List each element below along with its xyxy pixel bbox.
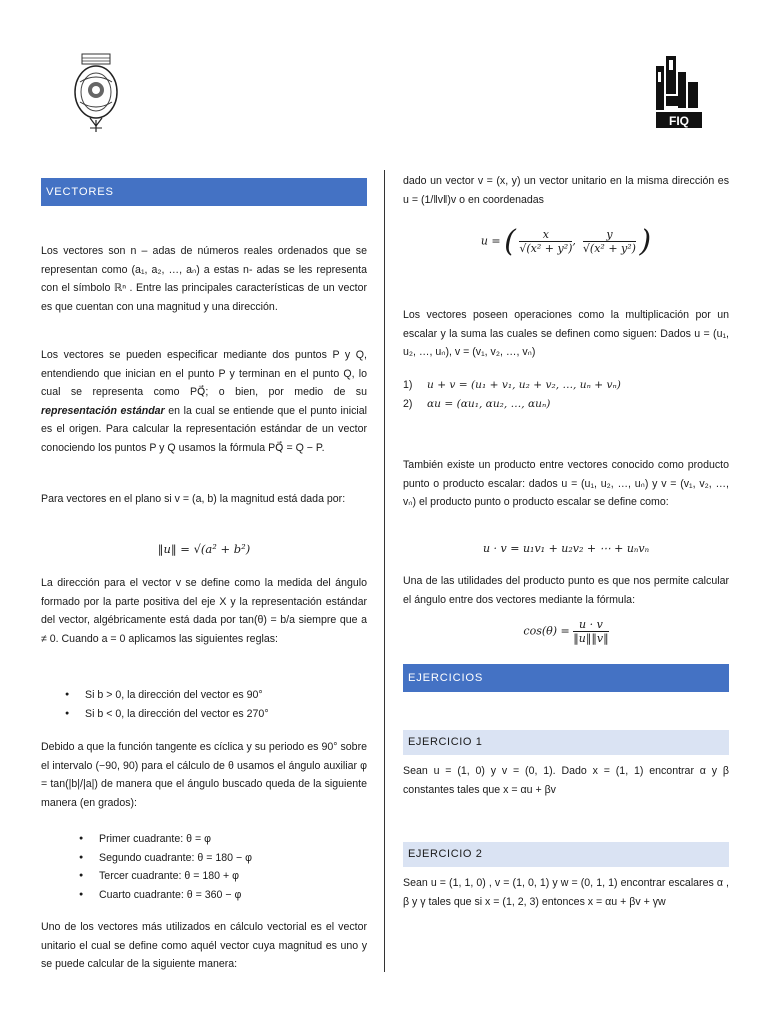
- list-operations: [403, 376, 729, 413]
- fiq-logo: [652, 52, 706, 132]
- op-number: 1): [403, 379, 413, 391]
- list-item: ● Si b < 0, la dirección del vector es 270°: [85, 705, 367, 724]
- text-standard-rep-a: Los vectores se pueden especificar mediante dos puntos P y Q, entendiendo que inician en el punto P y terminan en el punto Q, lo cual se representa como PQ⃗; o bien, por medio de su: [41, 349, 367, 399]
- paragraph-operations: Los vectores poseen operaciones como la multiplicación por un escalar y la suma las cuales se definen como siguen: Dados u = (u₁, u₂, …, uₙ), v = (v₁, v₂, …, vₙ): [403, 309, 729, 359]
- list-item: ● Si b > 0, la dirección del vector es 90°: [85, 686, 367, 705]
- list-direction-rules: [41, 686, 367, 723]
- paragraph-magnitude: Para vectores en el plano si v = (a, b) la magnitud está dada por:: [41, 493, 346, 505]
- text-standard-rep-b: en la cual se entiende que el punto inicial es el origen. Para calcular la representación estándar de un vector conociendo los puntos P y Q usamos la fórmula PQ⃗ = Q − P.: [41, 404, 367, 454]
- paragraph-unit-vector: Uno de los vectores más utilizados en cálculo vectorial es el vector unitario el cual se define como aquél vector cuya magnitud es uno y se puede calcular de la siguiente manera:: [41, 921, 367, 971]
- fiq-logo-text: FIQ: [669, 114, 689, 128]
- eq-cos-den: ‖u‖‖v‖: [573, 632, 609, 645]
- left-column: [41, 178, 367, 978]
- column-divider: [384, 170, 385, 972]
- right-column: [403, 170, 729, 970]
- list-item: ● Primer cuadrante: θ = φ: [99, 830, 367, 849]
- paragraph-direction: La dirección para el vector v se define como la medida del ángulo formado por la parte positiva del eje X y la representación estándar del vector, algébricamente está dada por tan(θ) = b/a siempre que a ≠ 0. Cuando a = 0 aplicamos las siguientes reglas:: [41, 577, 367, 645]
- section-header-vectores: VECTORES: [41, 178, 367, 206]
- eq-unit-num1: x: [519, 228, 572, 242]
- exercise-1-text: Sean u = (1, 0) y v = (0, 1). Dado x = (1, 1) encontrar α y β constantes tales que x = αu + βv: [403, 765, 729, 796]
- eq-unit-num2: y: [583, 228, 636, 242]
- paragraph-standard-representation: [41, 346, 367, 458]
- list-item: ● Cuarto cuadrante: θ = 360 − φ: [99, 886, 367, 905]
- paragraph-vectors-definition: Los vectores son n – adas de números reales ordenados que se representan como (a₁, a₂, …, aₙ) a estas n- adas se les representa con el símbolo ℝⁿ . Entre las principales características de un vector es que cuentan con una magnitud y una dirección.: [41, 245, 367, 313]
- equation-magnitude: ‖u‖ = √(a² + b²): [157, 542, 251, 556]
- equation-cosine: [403, 618, 729, 645]
- list-item: [403, 376, 729, 395]
- list-item: ● Tercer cuadrante: θ = 180 + φ: [99, 867, 367, 886]
- op-number: 2): [403, 397, 413, 410]
- op-text: αu = (αu₁, αu₂, …, αuₙ): [427, 397, 551, 410]
- paragraph-angle-formula: Una de las utilidades del producto punto es que nos permite calcular el ángulo entre dos vectores mediante la fórmula:: [403, 575, 729, 606]
- text-standard-rep-bold: representación estándar: [41, 404, 165, 417]
- paragraph-unit-vector-cont: dado un vector v = (x, y) un vector unitario en la misma dirección es u = (1/‖v‖)v o en coordenadas: [403, 175, 729, 206]
- exercise-2-text: Sean u = (1, 1, 0) , v = (1, 0, 1) y w = (0, 1, 1) encontrar escalares α , β y γ tales que si x = (1, 2, 3) entonces x = αu + βv + γw: [403, 877, 729, 908]
- equation-dot-product: u · v = u₁v₁ + u₂v₂ + ⋯ + uₙvₙ: [482, 542, 650, 555]
- list-item: ● Segundo cuadrante: θ = 180 − φ: [99, 849, 367, 868]
- op-text: u + v = (u₁ + v₁, u₂ + v₂, …, uₙ + vₙ): [427, 379, 621, 391]
- equation-unit-vector: u = ( $\frac{x}{\text{√(x² + y²)}}$ , $\frac{y}{\text{√(x² + y²)}}$ ): [480, 224, 652, 259]
- section-header-ejercicios: EJERCICIOS: [403, 664, 729, 692]
- eq-unit-lhs: u =: [480, 234, 501, 248]
- paragraph-auxiliary-angle: Debido a que la función tangente es cíclica y su periodo es 90° sobre el intervalo (−90, 90) para el cálculo de θ usamos el ángulo auxiliar φ = tan(|b|/|a|) de manera que el ángulo buscado queda de la siguiente manera (en grados):: [41, 741, 367, 809]
- eq-cos-num: u · v: [573, 618, 608, 632]
- paragraph-dot-product: También existe un producto entre vectores conocido como producto punto o producto escalar: dados u = (u₁, u₂, …, uₙ) y v = (v₁, v₂, …, vₙ) el producto punto o producto escalar se define como:: [403, 459, 729, 509]
- list-quadrants: [41, 830, 367, 904]
- eq-unit-den2: √(x² + y²): [582, 242, 636, 255]
- exercise-1-header: EJERCICIO 1: [403, 730, 729, 755]
- university-seal-logo: [72, 52, 120, 134]
- eq-cos-lhs: cos(θ) =: [523, 624, 570, 638]
- eq-unit-den1: √(x² + y²): [519, 242, 573, 255]
- list-item: [403, 395, 729, 414]
- exercise-2-header: EJERCICIO 2: [403, 842, 729, 867]
